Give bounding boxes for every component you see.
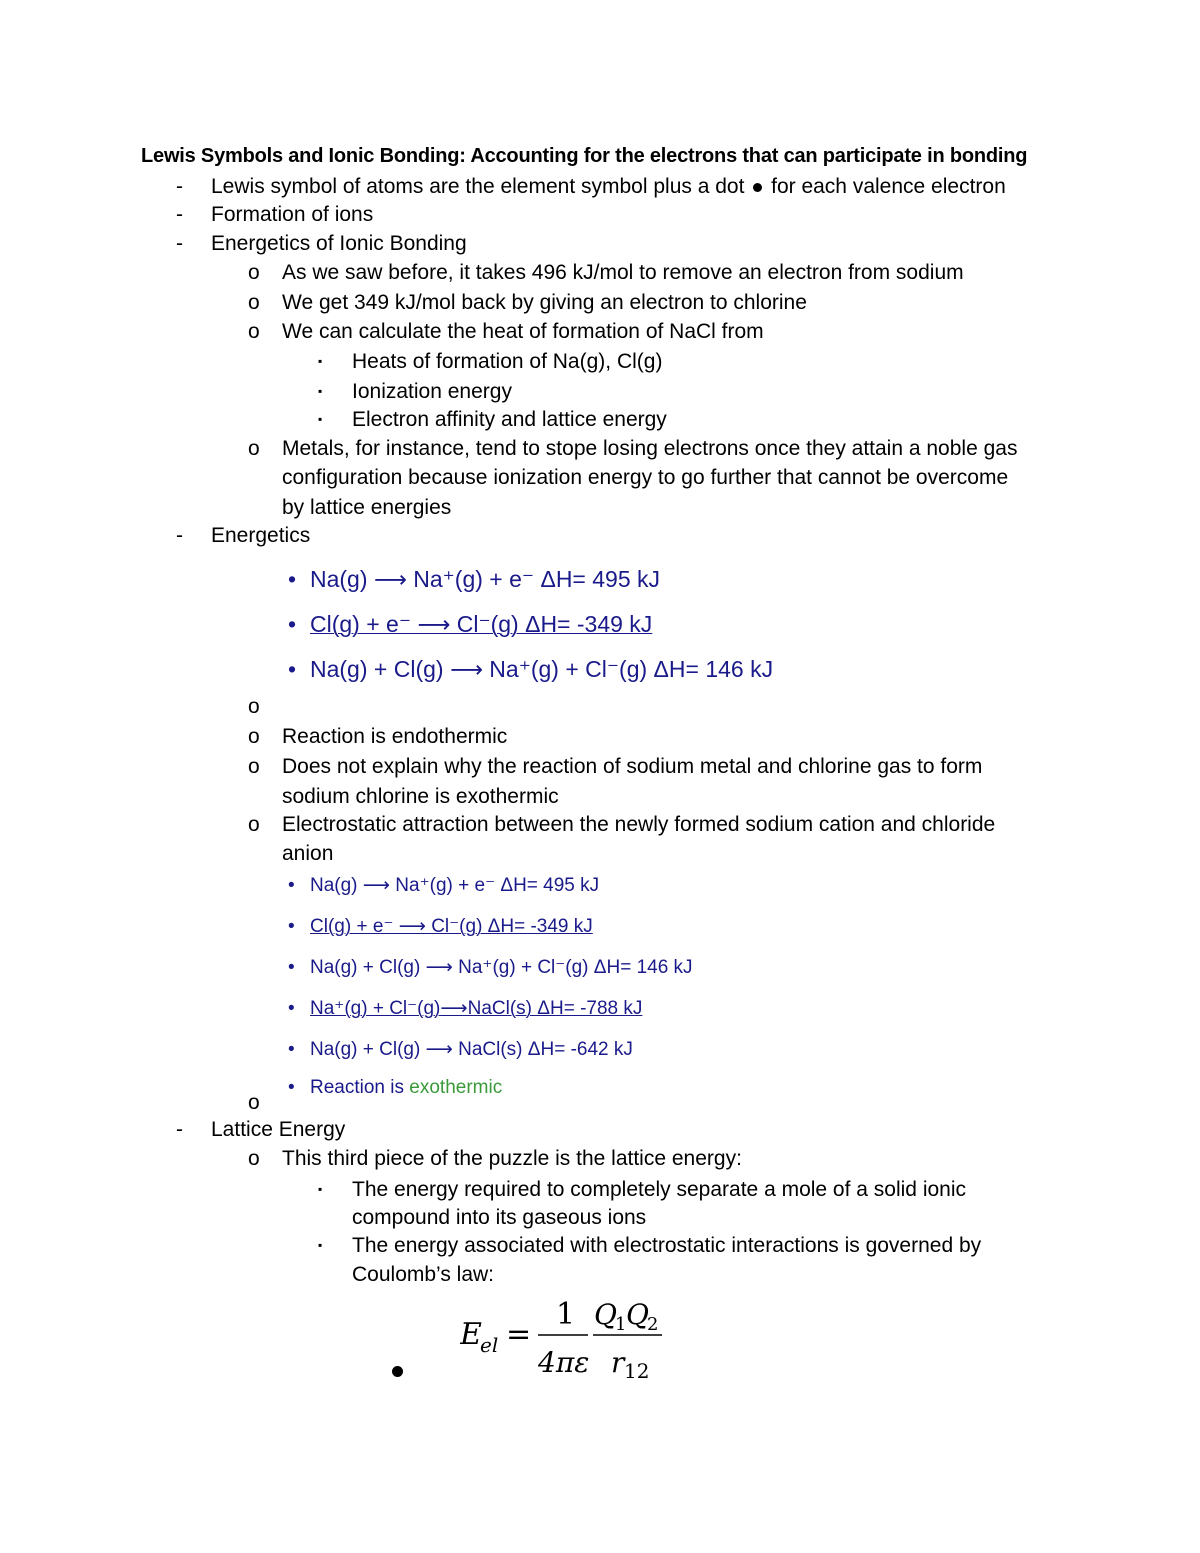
eq-bullet: • [288, 875, 295, 896]
list-item-lewis [211, 172, 1006, 201]
formula-lhs-sub: el [480, 1333, 499, 1357]
equation-line [288, 566, 660, 593]
dash-bullet: - [176, 175, 183, 198]
dash-bullet: - [176, 1118, 183, 1141]
eq-bullet: • [288, 566, 297, 592]
sub-item: Reaction is endothermic [282, 725, 508, 748]
sub-item: This third piece of the puzzle is the lattice energy: [282, 1147, 742, 1170]
eq-text: Na(g) ⟶ Na⁺(g) + e⁻ ΔH= 495 kJ [310, 875, 600, 896]
list-item-energetics-ionic: Energetics of Ionic Bonding [211, 232, 467, 255]
eq-text: Na(g) ⟶ Na⁺(g) + e⁻ ΔH= 495 kJ [310, 566, 661, 592]
formula-q1-sub: 1 [615, 1314, 627, 1335]
square-bullet: ▪ [318, 1238, 323, 1252]
circle-bullet: o [248, 755, 260, 778]
eq-bullet: • [288, 656, 297, 682]
eq-bullet: • [288, 611, 297, 637]
formula-q2: Q [626, 1298, 649, 1331]
equation-line [288, 656, 773, 683]
list-item-lattice: Lattice Energy [211, 1118, 346, 1141]
square-bullet: ▪ [318, 1182, 323, 1196]
coulomb-formula [460, 1292, 680, 1392]
sub-item-line: anion [282, 842, 334, 865]
sub-item: As we saw before, it takes 496 kJ/mol to remove an electron from sodium [282, 261, 964, 284]
square-bullet: ▪ [318, 412, 323, 426]
dot-icon [753, 183, 762, 192]
eq-bullet: • [288, 957, 295, 978]
sub-sub-item-line: The energy associated with electrostatic interactions is governed by [352, 1234, 982, 1257]
square-bullet: ▪ [318, 384, 323, 398]
formula-equals: = [506, 1317, 532, 1352]
square-bullet: ▪ [318, 354, 323, 368]
list-item-ions: Formation of ions [211, 203, 374, 226]
lewis-tail-text: for each valence electron [771, 175, 1006, 198]
page-title: Lewis Symbols and Ionic Bonding: Accounting for the electrons that can participate in bonding [141, 145, 1028, 167]
eq-bullet: • [288, 1039, 295, 1060]
sub-item: We get 349 kJ/mol back by giving an electron to chlorine [282, 291, 807, 314]
sub-sub-item: Heats of formation of Na(g), Cl(g) [352, 350, 663, 373]
equation-line [288, 956, 693, 979]
formula-r: r [611, 1346, 625, 1379]
formula-q1: Q [594, 1298, 617, 1331]
sub-item-line: Metals, for instance, tend to stope losing electrons once they attain a noble gas [282, 437, 1018, 460]
equation-line [288, 1038, 633, 1061]
sub-item-line: Does not explain why the reaction of sodium metal and chlorine gas to form [282, 755, 983, 778]
formula-num1: 1 [556, 1297, 576, 1332]
circle-bullet: o [248, 1147, 260, 1170]
circle-bullet: o [248, 695, 260, 718]
circle-bullet: o [248, 437, 260, 460]
eq-text: Cl(g) + e⁻ ⟶ Cl⁻(g) ΔH= -349 kJ [310, 611, 653, 637]
sub-item-line: configuration because ionization energy to go further that cannot be overcome [282, 466, 1009, 489]
bullet-dot-icon [392, 1366, 403, 1377]
eq-text: Na⁺(g) + Cl⁻(g)⟶NaCl(s) ΔH= -788 kJ [310, 998, 643, 1019]
eq-bullet: • [288, 916, 295, 937]
lewis-text: Lewis symbol of atoms are the element symbol plus a dot [211, 175, 745, 198]
circle-bullet: o [248, 813, 260, 836]
equation-line [288, 915, 593, 938]
eq-text: Reaction is [310, 1077, 410, 1098]
circle-bullet: o [248, 291, 260, 314]
sub-sub-item-line: compound into its gaseous ions [352, 1206, 647, 1229]
eq-text: Na(g) + Cl(g) ⟶ Na⁺(g) + Cl⁻(g) ΔH= 146 kJ [310, 957, 693, 978]
sub-item-line: by lattice energies [282, 496, 452, 519]
sub-item-line: sodium chlorine is exothermic [282, 785, 559, 808]
equation-line [288, 611, 652, 638]
circle-bullet: o [248, 261, 260, 284]
equation-line-exothermic [288, 1077, 502, 1099]
dash-bullet: - [176, 203, 183, 226]
equation-line [288, 997, 642, 1020]
circle-bullet: o [248, 725, 260, 748]
eq-bullet: • [288, 998, 295, 1019]
eq-text: Cl(g) + e⁻ ⟶ Cl⁻(g) ΔH= -349 kJ [310, 916, 593, 937]
sub-sub-item: Electron affinity and lattice energy [352, 408, 667, 431]
eq-text: Na(g) + Cl(g) ⟶ Na⁺(g) + Cl⁻(g) ΔH= 146 kJ [310, 656, 774, 682]
sub-sub-item: Ionization energy [352, 380, 512, 403]
sub-sub-item-line: Coulomb’s law: [352, 1263, 495, 1286]
dash-bullet: - [176, 232, 183, 255]
eq-text: Na(g) + Cl(g) ⟶ NaCl(s) ΔH= -642 kJ [310, 1039, 633, 1060]
sub-sub-item-line: The energy required to completely separate a mole of a solid ionic [352, 1178, 967, 1201]
sub-item-line: Electrostatic attraction between the newly formed sodium cation and chloride [282, 813, 996, 836]
formula-den1: 4πε [538, 1346, 590, 1379]
circle-bullet: o [248, 320, 260, 343]
formula-r-sub: 12 [624, 1359, 650, 1383]
formula-lhs: E [460, 1317, 482, 1352]
sub-item: We can calculate the heat of formation of NaCl from [282, 320, 764, 343]
circle-bullet: o [248, 1091, 260, 1114]
dash-bullet: - [176, 524, 183, 547]
eq-bullet: • [288, 1077, 295, 1098]
equation-line [288, 874, 599, 897]
formula-q2-sub: 2 [647, 1314, 659, 1335]
list-item-energetics: Energetics [211, 524, 311, 547]
eq-text-green: exothermic [409, 1077, 503, 1098]
